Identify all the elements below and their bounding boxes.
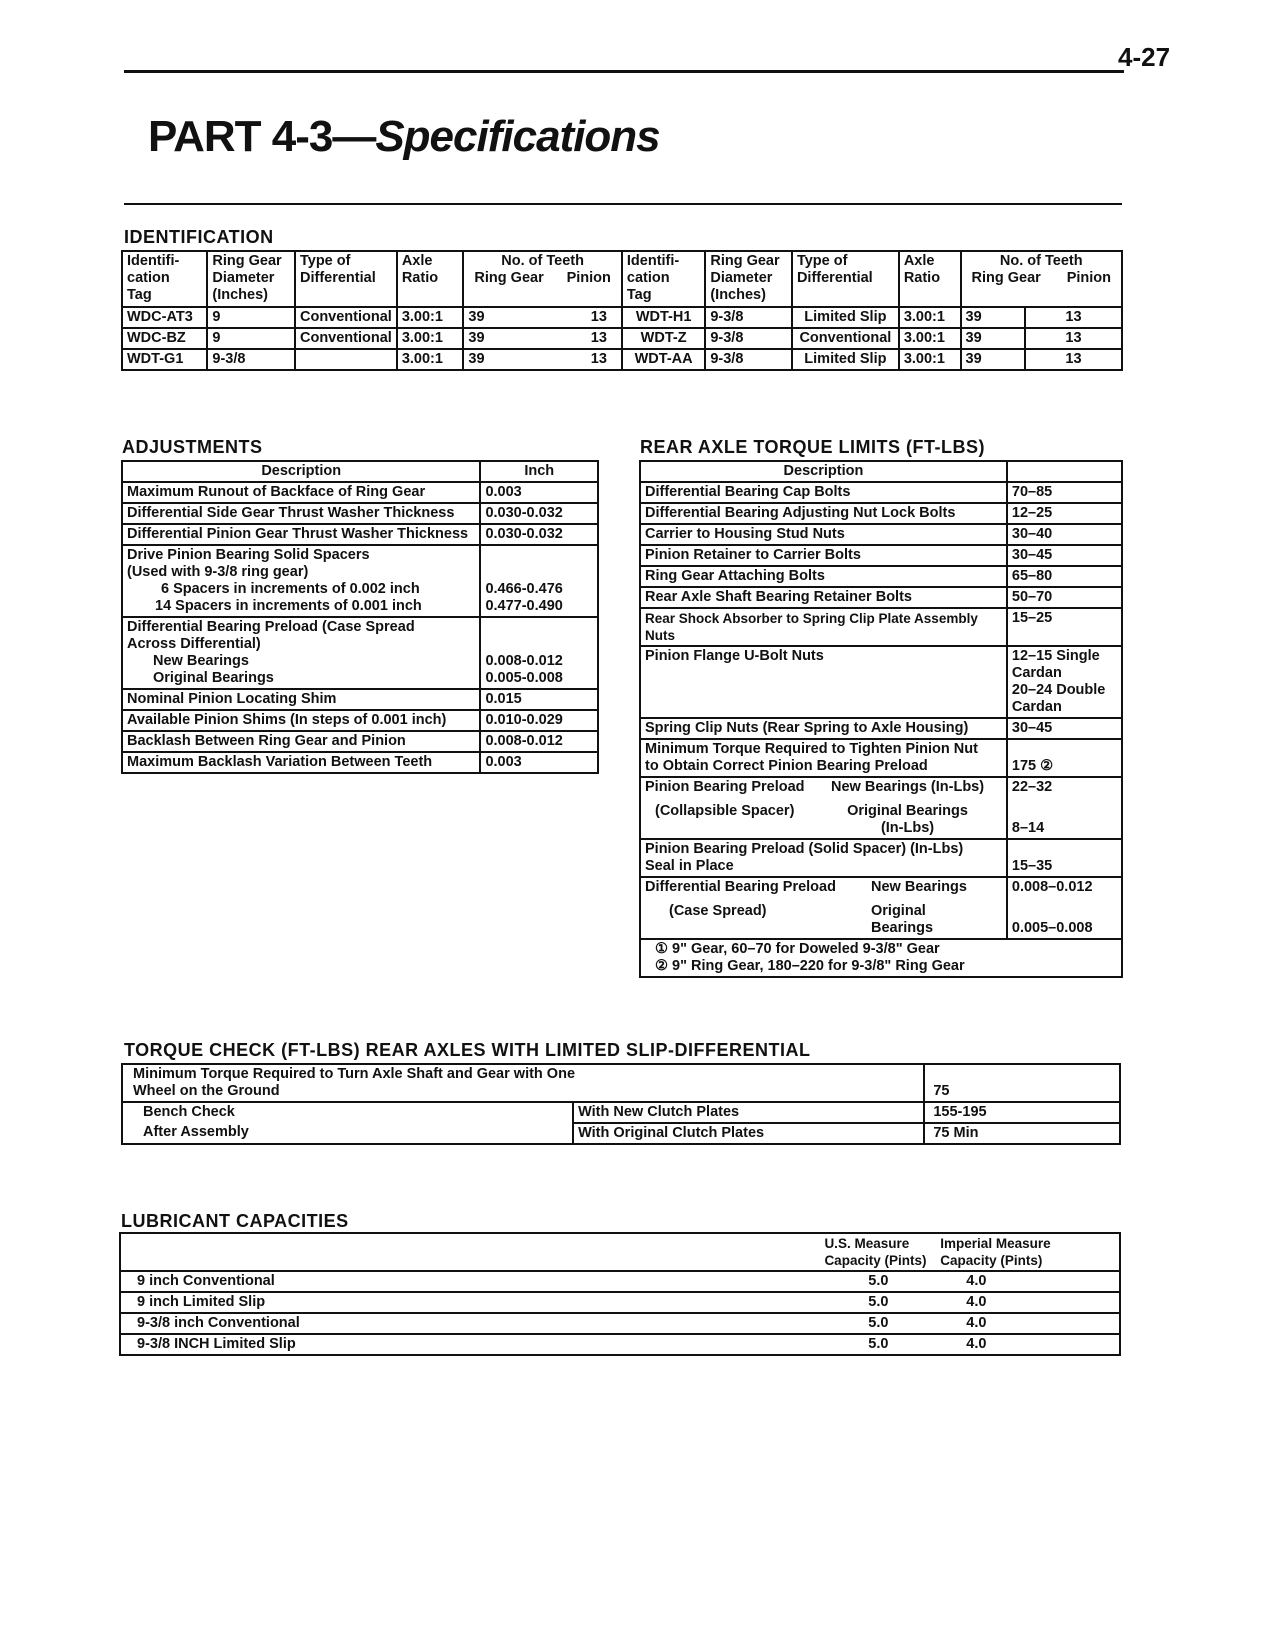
table-row [122,1102,1120,1123]
table-row [120,1271,1120,1292]
table-row [640,646,1122,718]
id-cell: 39 [463,307,545,328]
id-cell: 13 [1025,349,1122,370]
table-row [640,718,1122,739]
id-cell: 9 [207,328,295,349]
tl-desc: Minimum Torque Required to Tighten Pinion Nut to Obtain Correct Pinion Bearing Preload [640,739,1007,777]
pinion-preload-vals [1007,777,1122,839]
torque-check-table [121,1063,1121,1145]
table-row [640,587,1122,608]
lub-name: 9-3/8 INCH Limited Slip [120,1334,820,1355]
lub-header-imp: Imperial Measure Capacity (Pints) [936,1233,1120,1271]
id-cell: 13 [1025,328,1122,349]
torque-limits-heading: REAR AXLE TORQUE LIMITS (FT-LBS) [640,437,985,457]
adj-header-inch: Inch [480,461,598,482]
adj-val: 0.015 [480,689,598,710]
adj-desc-group [122,545,480,617]
adj-val: 0.003 [480,752,598,773]
id-header-teeth-label-2: No. of Teeth [999,253,1083,269]
id-cell: Conventional [295,307,397,328]
id-cell: 3.00:1 [899,328,961,349]
id-cell: Conventional [295,328,397,349]
tl-desc: Rear Shock Absorber to Spring Clip Plate Assembly Nuts [640,608,1007,646]
id-cell: 13 [1025,307,1122,328]
tl-val: 30–45 [1007,718,1122,739]
lubricant-table [119,1232,1121,1356]
tl-desc: Carrier to Housing Stud Nuts [640,524,1007,545]
table-row [122,524,598,545]
adj-sub: Original Bearings [153,670,274,686]
id-cell: Limited Slip [792,307,899,328]
lub-us: 5.0 [820,1292,936,1313]
table-row [122,752,598,773]
tl-val: 15–35 [1007,839,1122,877]
adj-desc: Maximum Backlash Variation Between Teeth [122,752,480,773]
id-cell: 9 [207,307,295,328]
adj-desc: Backlash Between Ring Gear and Pinion [122,731,480,752]
tc-desc: Minimum Torque Required to Turn Axle Shaft and Gear with One Wheel on the Ground [122,1064,924,1102]
lub-imp: 4.0 [936,1334,1120,1355]
pinion-preload-new-val: 22–32 [1011,779,1053,795]
adj-val: 0.030-0.032 [480,524,598,545]
top-rule [124,70,1124,73]
id-cell: WDC-BZ [122,328,207,349]
adj-sub: 6 Spacers in increments of 0.002 inch [161,581,420,597]
torque-limits-table [639,460,1123,978]
tl-val: 70–85 [1007,482,1122,503]
adj-val: 0.030-0.032 [480,503,598,524]
id-header-teeth-label: No. of Teeth [501,253,584,269]
id-cell: Limited Slip [792,349,899,370]
table-row [640,524,1122,545]
tc-after: After Assembly [122,1123,573,1144]
tc-orig-val: 75 Min [924,1123,1120,1144]
adj-val: 0.008-0.012 [480,731,598,752]
table-row [122,710,598,731]
tl-desc: Pinion Flange U-Bolt Nuts [640,646,1007,718]
table-row [122,689,598,710]
tl-val: 65–80 [1007,566,1122,587]
adj-desc: Nominal Pinion Locating Shim [122,689,480,710]
id-cell: 39 [463,349,545,370]
id-header-ring-gear-2: Ring Gear [971,270,1041,286]
table-row [640,939,1122,977]
id-header-diameter: Ring Gear Diameter (Inches) [207,251,295,307]
tl-desc: Differential Bearing Cap Bolts [640,482,1007,503]
title-rule [124,203,1122,205]
id-cell: 13 [546,328,622,349]
table-row [122,545,598,617]
table-row [122,307,1122,328]
id-cell: 39 [961,349,1025,370]
id-header-ratio: Axle Ratio [397,251,464,307]
id-cell: 39 [961,328,1025,349]
lub-imp: 4.0 [936,1313,1120,1334]
id-header-ring-gear: Ring Gear [474,270,544,286]
id-cell: 39 [961,307,1025,328]
adj-val: 0.010-0.029 [480,710,598,731]
id-cell: 9-3/8 [207,349,295,370]
table-row [122,1064,1120,1102]
table-row [120,1313,1120,1334]
diff-preload-orig-val: 0.005–0.008 [1011,920,1093,936]
table-row [640,877,1122,939]
lub-header-us: U.S. Measure Capacity (Pints) [820,1233,936,1271]
pinion-preload-new: New Bearings (In-Lbs) [831,779,985,795]
tl-val: 12–25 [1007,503,1122,524]
id-cell: 9-3/8 [705,307,792,328]
id-cell: WDC-AT3 [122,307,207,328]
pinion-preload-label: Pinion Bearing Preload [645,779,805,795]
id-header-tag-2: Identifi- cation Tag [622,251,705,307]
id-cell: 9-3/8 [705,328,792,349]
lub-imp: 4.0 [936,1292,1120,1313]
id-cell: 3.00:1 [899,307,961,328]
tl-desc: Spring Clip Nuts (Rear Spring to Axle Housing) [640,718,1007,739]
adj-desc: Differential Side Gear Thrust Washer Thickness [122,503,480,524]
id-header-type-2: Type of Differential [792,251,899,307]
adj-val-group [480,545,598,617]
diff-preload-orig: Original Bearings [871,903,934,936]
tl-desc: Ring Gear Attaching Bolts [640,566,1007,587]
table-row [640,608,1122,646]
torque-notes [640,939,1122,977]
pinion-preload-sublabel: (Collapsible Spacer) [655,803,795,819]
id-header-type: Type of Differential [295,251,397,307]
table-row [640,482,1122,503]
table-row [122,503,598,524]
lub-us: 5.0 [820,1334,936,1355]
adj-desc-group [122,617,480,689]
id-header-teeth-2 [961,251,1122,307]
id-cell: 13 [546,349,622,370]
table-row [122,349,1122,370]
diff-preload-new-val: 0.008–0.012 [1011,879,1093,895]
diff-preload-label: Differential Bearing Preload [645,879,836,895]
adj-desc: Differential Pinion Gear Thrust Washer Thickness [122,524,480,545]
table-row [120,1334,1120,1355]
diff-preload-cell [640,877,1007,939]
diff-preload-sublabel: (Case Spread) [669,903,767,919]
tl-desc: Differential Bearing Adjusting Nut Lock Bolts [640,503,1007,524]
lub-us: 5.0 [820,1271,936,1292]
table-row [640,739,1122,777]
lubricant-heading: LUBRICANT CAPACITIES [121,1211,349,1231]
id-cell: 9-3/8 [705,349,792,370]
tc-val: 75 [924,1064,1120,1102]
lub-header-blank [120,1233,820,1271]
table-row [122,482,598,503]
table-row [640,777,1122,839]
page-number: 4-27 [1118,42,1171,72]
adj-header-description: Description [122,461,480,482]
table-row [640,839,1122,877]
diff-preload-new: New Bearings [871,879,967,895]
lub-name: 9 inch Limited Slip [120,1292,820,1313]
tl-val: 12–15 Single Cardan 20–24 Double Cardan [1007,646,1122,718]
table-row [122,617,598,689]
lub-imp: 4.0 [936,1271,1120,1292]
id-cell: Conventional [792,328,899,349]
adj-val: 0.008-0.012 0.005-0.008 [485,653,563,686]
tl-val: 50–70 [1007,587,1122,608]
adjustments-table [121,460,599,774]
table-row [122,328,1122,349]
lub-us: 5.0 [820,1313,936,1334]
adj-desc: Drive Pinion Bearing Solid Spacers (Used with 9-3/8 ring gear) [127,547,370,580]
title-dash: — [332,112,376,161]
diff-preload-vals [1007,877,1122,939]
tl-val: 30–45 [1007,545,1122,566]
id-header-diameter-2: Ring Gear Diameter (Inches) [705,251,792,307]
table-row [640,545,1122,566]
page-title [148,112,660,162]
tl-header-value [1007,461,1122,482]
tl-header-description: Description [640,461,1007,482]
table-row [122,1123,1120,1144]
tl-desc: Pinion Bearing Preload (Solid Spacer) (In-Lbs) Seal in Place [640,839,1007,877]
id-header-teeth [463,251,621,307]
id-cell: 3.00:1 [397,307,464,328]
tl-desc: Pinion Retainer to Carrier Bolts [640,545,1007,566]
adj-val-group [480,617,598,689]
identification-heading: IDENTIFICATION [124,227,274,247]
id-cell: WDT-AA [622,349,705,370]
adj-val: 0.003 [480,482,598,503]
tl-desc: Rear Axle Shaft Bearing Retainer Bolts [640,587,1007,608]
id-header-pinion: Pinion [566,270,611,286]
table-row [120,1292,1120,1313]
tc-new-val: 155-195 [924,1102,1120,1123]
pinion-preload-orig-val: 8–14 [1011,820,1045,836]
id-cell: 13 [546,307,622,328]
id-cell: WDT-G1 [122,349,207,370]
adjustments-heading: ADJUSTMENTS [122,437,263,457]
id-header-ratio-2: Axle Ratio [899,251,961,307]
pinion-preload-orig: Original Bearings (In-Lbs) [847,803,968,836]
tl-val: 30–40 [1007,524,1122,545]
adj-sub: 14 Spacers in increments of 0.001 inch [155,598,422,614]
id-cell: 39 [463,328,545,349]
note-2: ② 9" Ring Gear, 180–220 for 9-3/8" Ring Gear [655,958,965,974]
identification-table [121,250,1123,371]
adj-desc: Available Pinion Shims (In steps of 0.001 inch) [122,710,480,731]
note-1: ① 9" Gear, 60–70 for Doweled 9-3/8" Gear [655,941,940,957]
tc-bench: Bench Check [122,1102,573,1123]
table-row [122,731,598,752]
table-row [640,503,1122,524]
id-cell: 3.00:1 [397,328,464,349]
id-cell [295,349,397,370]
id-header-pinion-2: Pinion [1066,270,1111,286]
adj-desc: Differential Bearing Preload (Case Spread Across Differential) [127,619,415,652]
table-row [640,566,1122,587]
adj-val: 0.466-0.476 0.477-0.490 [485,581,563,614]
title-italic: Specifications [375,112,660,161]
id-cell: 3.00:1 [899,349,961,370]
id-cell: WDT-Z [622,328,705,349]
torque-check-heading: TORQUE CHECK (FT-LBS) REAR AXLES WITH LIMITED SLIP-DIFFERENTIAL [124,1040,811,1060]
lub-name: 9-3/8 inch Conventional [120,1313,820,1334]
id-header-tag: Identifi- cation Tag [122,251,207,307]
pinion-preload-cell [640,777,1007,839]
id-cell: WDT-H1 [622,307,705,328]
tl-val: 175 ② [1007,739,1122,777]
lub-name: 9 inch Conventional [120,1271,820,1292]
title-part: PART 4-3 [148,112,333,161]
id-cell: 3.00:1 [397,349,464,370]
tl-val: 15–25 [1007,608,1122,646]
adj-desc: Maximum Runout of Backface of Ring Gear [122,482,480,503]
tc-orig-plates: With Original Clutch Plates [573,1123,924,1144]
tc-new-plates: With New Clutch Plates [573,1102,924,1123]
adj-sub: New Bearings [153,653,249,669]
